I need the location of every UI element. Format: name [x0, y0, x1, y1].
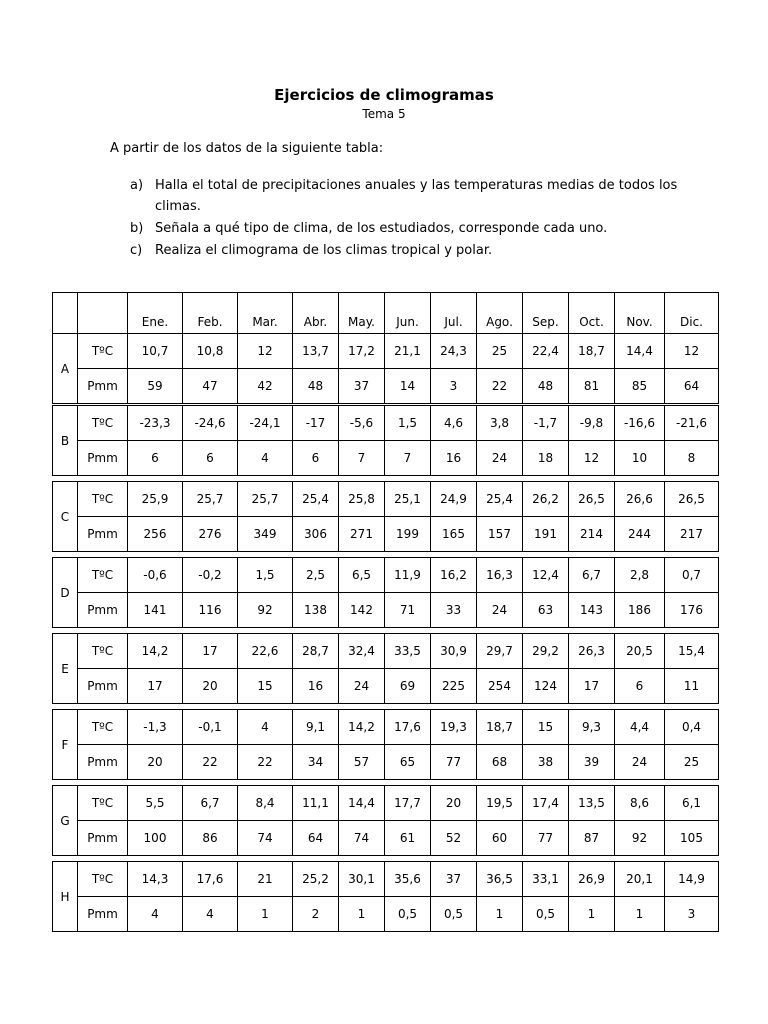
precipitation-cell: 68 — [477, 745, 523, 780]
precipitation-cell: 92 — [238, 593, 293, 628]
temperature-cell: -21,6 — [665, 406, 719, 441]
precipitation-cell: 42 — [238, 369, 293, 404]
month-header: Ene. — [128, 293, 183, 334]
precipitation-cell: 74 — [339, 821, 385, 856]
temperature-cell: 26,6 — [615, 482, 665, 517]
precipitation-cell: 1 — [477, 897, 523, 932]
precipitation-cell: 271 — [339, 517, 385, 552]
precipitation-cell: 6 — [615, 669, 665, 704]
precipitation-cell: 6 — [293, 441, 339, 476]
precipitation-cell: 176 — [665, 593, 719, 628]
precipitation-label: Pmm — [78, 897, 128, 932]
temperature-cell: 10,8 — [183, 334, 238, 369]
precipitation-cell: 1 — [339, 897, 385, 932]
precipitation-cell: 17 — [128, 669, 183, 704]
precipitation-label: Pmm — [78, 593, 128, 628]
precipitation-cell: 4 — [238, 441, 293, 476]
temperature-cell: 24,3 — [431, 334, 477, 369]
precipitation-cell: 65 — [385, 745, 431, 780]
precipitation-cell: 33 — [431, 593, 477, 628]
precipitation-cell: 64 — [293, 821, 339, 856]
precipitation-cell: 276 — [183, 517, 238, 552]
temperature-cell: 22,6 — [238, 634, 293, 669]
precipitation-cell: 0,5 — [431, 897, 477, 932]
climate-table — [52, 785, 719, 856]
temperature-row — [53, 334, 719, 369]
temperature-cell: 11,1 — [293, 786, 339, 821]
temperature-cell: 14,4 — [339, 786, 385, 821]
temperature-cell: 25,7 — [238, 482, 293, 517]
precipitation-cell: 7 — [385, 441, 431, 476]
temperature-cell: 29,7 — [477, 634, 523, 669]
temperature-cell: 13,7 — [293, 334, 339, 369]
precipitation-label: Pmm — [78, 369, 128, 404]
precipitation-cell: 63 — [523, 593, 569, 628]
precipitation-row — [53, 517, 719, 552]
temperature-row — [53, 710, 719, 745]
precipitation-cell: 22 — [238, 745, 293, 780]
precipitation-cell: 12 — [569, 441, 615, 476]
precipitation-cell: 57 — [339, 745, 385, 780]
temperature-label: TºC — [78, 710, 128, 745]
temperature-cell: 13,5 — [569, 786, 615, 821]
precipitation-cell: 1 — [238, 897, 293, 932]
precipitation-cell: 4 — [183, 897, 238, 932]
precipitation-cell: 16 — [431, 441, 477, 476]
precipitation-cell: 61 — [385, 821, 431, 856]
temperature-cell: 4,6 — [431, 406, 477, 441]
precipitation-cell: 10 — [615, 441, 665, 476]
temperature-cell: -0,6 — [128, 558, 183, 593]
temperature-cell: 35,6 — [385, 862, 431, 897]
precipitation-cell: 254 — [477, 669, 523, 704]
precipitation-cell: 24 — [615, 745, 665, 780]
precipitation-cell: 87 — [569, 821, 615, 856]
precipitation-cell: 64 — [665, 369, 719, 404]
precipitation-cell: 141 — [128, 593, 183, 628]
temperature-cell: 5,5 — [128, 786, 183, 821]
month-header-row — [53, 293, 719, 334]
precipitation-cell: 214 — [569, 517, 615, 552]
precipitation-cell: 217 — [665, 517, 719, 552]
temperature-cell: -24,6 — [183, 406, 238, 441]
temperature-cell: 28,7 — [293, 634, 339, 669]
temperature-cell: 2,8 — [615, 558, 665, 593]
temperature-cell: 33,1 — [523, 862, 569, 897]
temperature-label: TºC — [78, 558, 128, 593]
month-header: Feb. — [183, 293, 238, 334]
precipitation-cell: 100 — [128, 821, 183, 856]
temperature-cell: 10,7 — [128, 334, 183, 369]
temperature-cell: 15 — [523, 710, 569, 745]
temperature-cell: 9,3 — [569, 710, 615, 745]
temperature-cell: 12 — [238, 334, 293, 369]
precipitation-label: Pmm — [78, 821, 128, 856]
precipitation-cell: 85 — [615, 369, 665, 404]
precipitation-cell: 20 — [183, 669, 238, 704]
precipitation-cell: 7 — [339, 441, 385, 476]
temperature-label: TºC — [78, 406, 128, 441]
precipitation-cell: 191 — [523, 517, 569, 552]
temperature-cell: 1,5 — [385, 406, 431, 441]
temperature-cell: 26,3 — [569, 634, 615, 669]
precipitation-cell: 60 — [477, 821, 523, 856]
precipitation-cell: 1 — [569, 897, 615, 932]
precipitation-cell: 11 — [665, 669, 719, 704]
climate-id: D — [53, 558, 78, 628]
temperature-cell: 22,4 — [523, 334, 569, 369]
temperature-cell: 12 — [665, 334, 719, 369]
precipitation-cell: 86 — [183, 821, 238, 856]
temperature-label: TºC — [78, 862, 128, 897]
precipitation-cell: 6 — [128, 441, 183, 476]
temperature-cell: 25,9 — [128, 482, 183, 517]
precipitation-cell: 14 — [385, 369, 431, 404]
temperature-row — [53, 406, 719, 441]
precipitation-cell: 18 — [523, 441, 569, 476]
precipitation-cell: 199 — [385, 517, 431, 552]
temperature-cell: -5,6 — [339, 406, 385, 441]
climate-table — [52, 709, 719, 780]
temperature-cell: 26,5 — [569, 482, 615, 517]
exercise-text: Señala a qué tipo de clima, de los estudiados, corresponde cada uno. — [155, 221, 608, 236]
climate-id: A — [53, 334, 78, 404]
precipitation-row — [53, 821, 719, 856]
temperature-cell: 19,3 — [431, 710, 477, 745]
temperature-cell: 17,6 — [385, 710, 431, 745]
month-header: Mar. — [238, 293, 293, 334]
climate-id: G — [53, 786, 78, 856]
exercise-item — [130, 240, 690, 261]
precipitation-row — [53, 897, 719, 932]
precipitation-row — [53, 669, 719, 704]
temperature-cell: 0,7 — [665, 558, 719, 593]
precipitation-label: Pmm — [78, 441, 128, 476]
document-title: Ejercicios de climogramas — [274, 86, 494, 104]
precipitation-row — [53, 593, 719, 628]
climate-table — [52, 633, 719, 704]
temperature-cell: 20,5 — [615, 634, 665, 669]
month-header: Dic. — [665, 293, 719, 334]
precipitation-cell: 81 — [569, 369, 615, 404]
temperature-cell: -16,6 — [615, 406, 665, 441]
temperature-cell: 36,5 — [477, 862, 523, 897]
precipitation-cell: 77 — [523, 821, 569, 856]
precipitation-cell: 256 — [128, 517, 183, 552]
temperature-cell: 25,1 — [385, 482, 431, 517]
precipitation-cell: 20 — [128, 745, 183, 780]
temperature-cell: 6,7 — [183, 786, 238, 821]
precipitation-label: Pmm — [78, 517, 128, 552]
temperature-cell: -0,2 — [183, 558, 238, 593]
temperature-cell: 12,4 — [523, 558, 569, 593]
temperature-cell: 25,7 — [183, 482, 238, 517]
temperature-cell: 21,1 — [385, 334, 431, 369]
precipitation-label: Pmm — [78, 669, 128, 704]
temperature-row — [53, 862, 719, 897]
temperature-cell: 19,5 — [477, 786, 523, 821]
temperature-cell: 18,7 — [477, 710, 523, 745]
temperature-label: TºC — [78, 482, 128, 517]
precipitation-cell: 105 — [665, 821, 719, 856]
climate-id: F — [53, 710, 78, 780]
exercise-list — [130, 175, 690, 261]
temperature-cell: 8,4 — [238, 786, 293, 821]
temperature-cell: -24,1 — [238, 406, 293, 441]
precipitation-cell: 4 — [128, 897, 183, 932]
temperature-cell: -9,8 — [569, 406, 615, 441]
climate-id: H — [53, 862, 78, 932]
temperature-row — [53, 634, 719, 669]
precipitation-cell: 22 — [183, 745, 238, 780]
temperature-cell: 1,5 — [238, 558, 293, 593]
exercise-text: Halla el total de precipitaciones anuales y las temperaturas medias de todos los climas. — [155, 178, 678, 214]
temperature-cell: 15,4 — [665, 634, 719, 669]
climate-table — [52, 861, 719, 932]
temperature-row — [53, 558, 719, 593]
month-header: Ago. — [477, 293, 523, 334]
temperature-cell: 26,9 — [569, 862, 615, 897]
precipitation-cell: 116 — [183, 593, 238, 628]
precipitation-cell: 306 — [293, 517, 339, 552]
climate-table — [52, 481, 719, 552]
precipitation-cell: 2 — [293, 897, 339, 932]
month-header: Oct. — [569, 293, 615, 334]
temperature-cell: 14,9 — [665, 862, 719, 897]
precipitation-cell: 52 — [431, 821, 477, 856]
precipitation-cell: 69 — [385, 669, 431, 704]
temperature-cell: 26,2 — [523, 482, 569, 517]
temperature-cell: 20 — [431, 786, 477, 821]
exercise-text: Realiza el climograma de los climas tropical y polar. — [155, 243, 493, 258]
precipitation-cell: 48 — [523, 369, 569, 404]
precipitation-cell: 25 — [665, 745, 719, 780]
temperature-cell: 17,6 — [183, 862, 238, 897]
precipitation-cell: 38 — [523, 745, 569, 780]
month-header: Abr. — [293, 293, 339, 334]
temperature-cell: 14,2 — [339, 710, 385, 745]
precipitation-cell: 22 — [477, 369, 523, 404]
month-header: Jul. — [431, 293, 477, 334]
exercise-letter: a) — [130, 178, 144, 193]
precipitation-cell: 6 — [183, 441, 238, 476]
precipitation-cell: 48 — [293, 369, 339, 404]
precipitation-cell: 24 — [477, 593, 523, 628]
climate-table — [52, 292, 719, 404]
document-subtitle: Tema 5 — [362, 107, 406, 121]
precipitation-cell: 1 — [615, 897, 665, 932]
precipitation-cell: 16 — [293, 669, 339, 704]
precipitation-cell: 349 — [238, 517, 293, 552]
temperature-cell: 20,1 — [615, 862, 665, 897]
temperature-cell: -1,3 — [128, 710, 183, 745]
precipitation-row — [53, 369, 719, 404]
temperature-cell: 29,2 — [523, 634, 569, 669]
temperature-cell: 25,2 — [293, 862, 339, 897]
precipitation-cell: 3 — [665, 897, 719, 932]
precipitation-cell: 77 — [431, 745, 477, 780]
precipitation-cell: 3 — [431, 369, 477, 404]
temperature-cell: 25,4 — [477, 482, 523, 517]
temperature-row — [53, 482, 719, 517]
temperature-cell: -17 — [293, 406, 339, 441]
precipitation-cell: 138 — [293, 593, 339, 628]
temperature-cell: 26,5 — [665, 482, 719, 517]
temperature-cell: 4,4 — [615, 710, 665, 745]
precipitation-cell: 15 — [238, 669, 293, 704]
temperature-cell: 17 — [183, 634, 238, 669]
temperature-cell: -1,7 — [523, 406, 569, 441]
month-header: May. — [339, 293, 385, 334]
temperature-cell: 16,2 — [431, 558, 477, 593]
temperature-cell: 24,9 — [431, 482, 477, 517]
temperature-cell: 11,9 — [385, 558, 431, 593]
temperature-row — [53, 786, 719, 821]
exercise-letter: b) — [130, 221, 144, 236]
exercise-letter: c) — [130, 243, 143, 258]
precipitation-cell: 92 — [615, 821, 665, 856]
precipitation-cell: 8 — [665, 441, 719, 476]
precipitation-cell: 59 — [128, 369, 183, 404]
temperature-cell: 37 — [431, 862, 477, 897]
temperature-cell: 17,2 — [339, 334, 385, 369]
temperature-cell: 0,4 — [665, 710, 719, 745]
precipitation-row — [53, 745, 719, 780]
precipitation-cell: 124 — [523, 669, 569, 704]
precipitation-cell: 37 — [339, 369, 385, 404]
temperature-label: TºC — [78, 786, 128, 821]
corner-cell — [78, 293, 128, 334]
temperature-cell: 17,4 — [523, 786, 569, 821]
precipitation-cell: 47 — [183, 369, 238, 404]
precipitation-cell: 34 — [293, 745, 339, 780]
intro-text: A partir de los datos de la siguiente tabla: — [110, 141, 384, 156]
precipitation-cell: 24 — [477, 441, 523, 476]
precipitation-cell: 142 — [339, 593, 385, 628]
temperature-cell: 32,4 — [339, 634, 385, 669]
temperature-cell: 33,5 — [385, 634, 431, 669]
precipitation-cell: 143 — [569, 593, 615, 628]
temperature-cell: 8,6 — [615, 786, 665, 821]
month-header: Nov. — [615, 293, 665, 334]
precipitation-cell: 186 — [615, 593, 665, 628]
precipitation-cell: 157 — [477, 517, 523, 552]
exercise-item — [130, 175, 690, 217]
temperature-cell: 25,8 — [339, 482, 385, 517]
temperature-cell: 2,5 — [293, 558, 339, 593]
temperature-cell: -0,1 — [183, 710, 238, 745]
climate-id: C — [53, 482, 78, 552]
precipitation-cell: 74 — [238, 821, 293, 856]
climate-table — [52, 405, 719, 476]
temperature-cell: 16,3 — [477, 558, 523, 593]
temperature-cell: 6,5 — [339, 558, 385, 593]
temperature-cell: 9,1 — [293, 710, 339, 745]
exercise-item — [130, 218, 690, 239]
temperature-cell: 3,8 — [477, 406, 523, 441]
temperature-label: TºC — [78, 334, 128, 369]
climate-table — [52, 557, 719, 628]
temperature-cell: 25 — [477, 334, 523, 369]
month-header: Jun. — [385, 293, 431, 334]
climate-id: E — [53, 634, 78, 704]
climate-id: B — [53, 406, 78, 476]
temperature-cell: 30,9 — [431, 634, 477, 669]
temperature-cell: 30,1 — [339, 862, 385, 897]
precipitation-label: Pmm — [78, 745, 128, 780]
temperature-cell: 4 — [238, 710, 293, 745]
temperature-cell: -23,3 — [128, 406, 183, 441]
temperature-cell: 25,4 — [293, 482, 339, 517]
temperature-cell: 14,3 — [128, 862, 183, 897]
temperature-cell: 14,4 — [615, 334, 665, 369]
temperature-cell: 6,1 — [665, 786, 719, 821]
month-header: Sep. — [523, 293, 569, 334]
temperature-cell: 14,2 — [128, 634, 183, 669]
precipitation-cell: 39 — [569, 745, 615, 780]
temperature-label: TºC — [78, 634, 128, 669]
corner-cell — [53, 293, 78, 334]
temperature-cell: 6,7 — [569, 558, 615, 593]
precipitation-cell: 244 — [615, 517, 665, 552]
precipitation-cell: 0,5 — [523, 897, 569, 932]
precipitation-row — [53, 441, 719, 476]
precipitation-cell: 0,5 — [385, 897, 431, 932]
precipitation-cell: 225 — [431, 669, 477, 704]
precipitation-cell: 24 — [339, 669, 385, 704]
temperature-cell: 18,7 — [569, 334, 615, 369]
temperature-cell: 21 — [238, 862, 293, 897]
precipitation-cell: 165 — [431, 517, 477, 552]
precipitation-cell: 71 — [385, 593, 431, 628]
temperature-cell: 17,7 — [385, 786, 431, 821]
precipitation-cell: 17 — [569, 669, 615, 704]
